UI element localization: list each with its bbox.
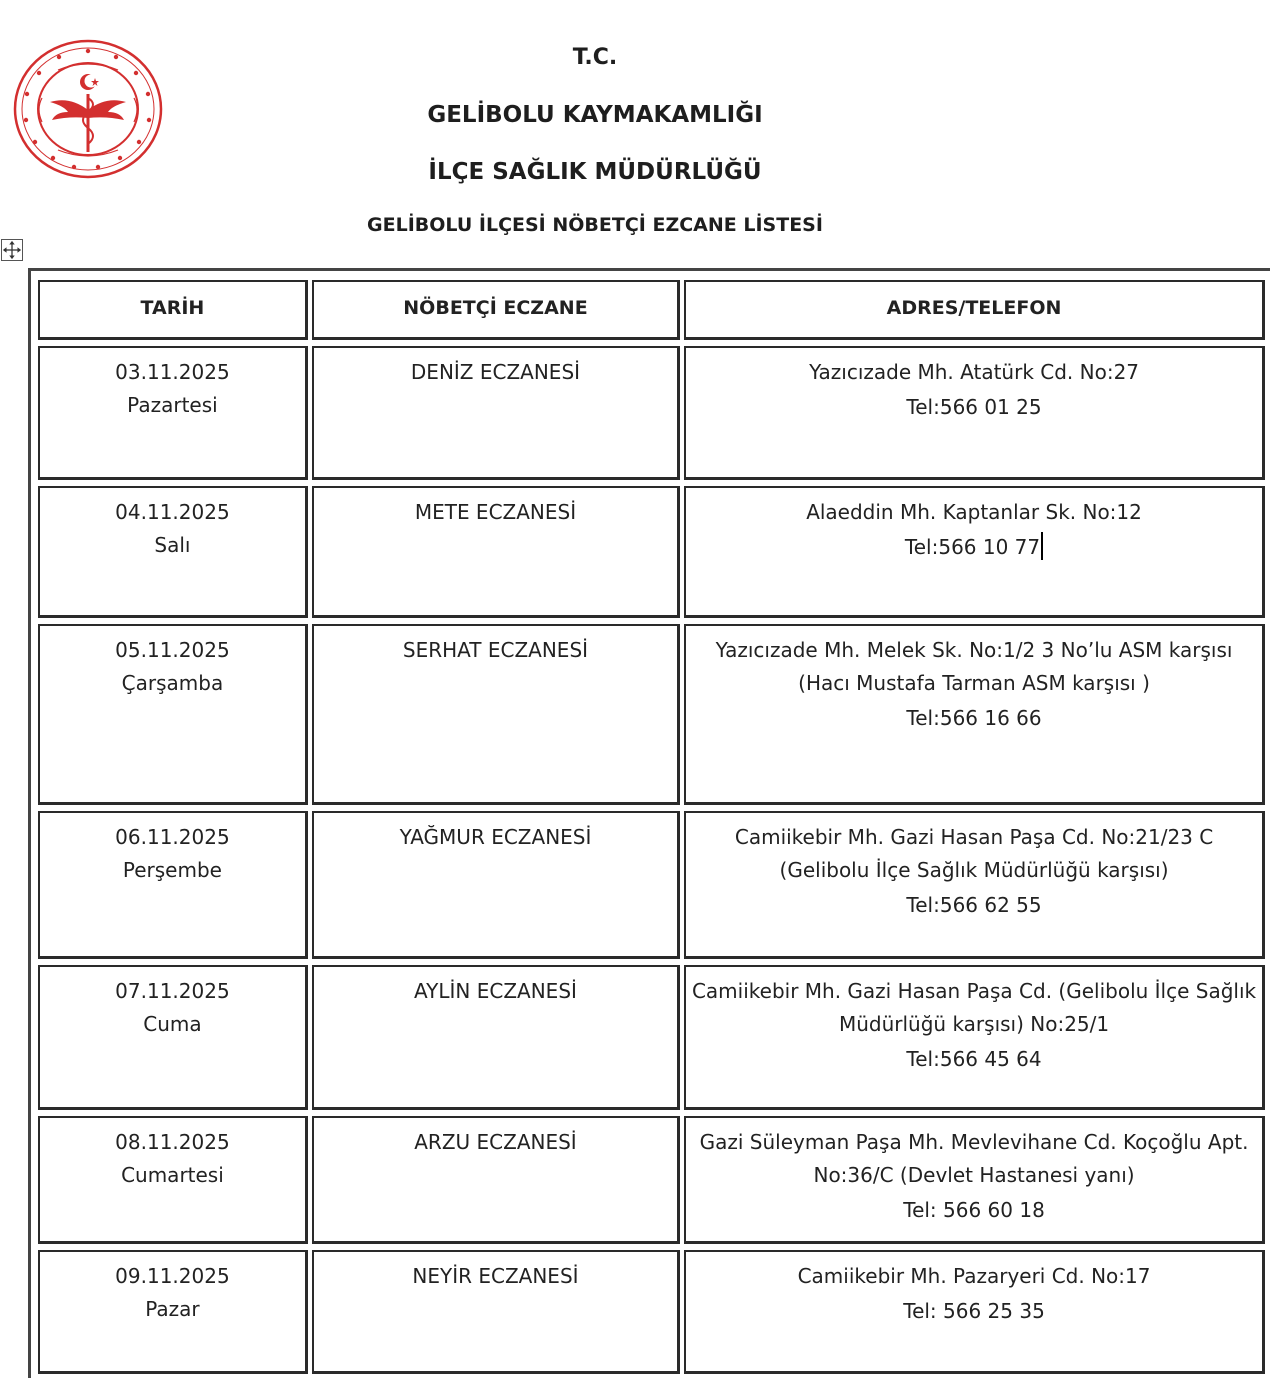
header-tc: T.C. bbox=[572, 45, 618, 70]
date-value: 09.11.2025 bbox=[115, 1264, 230, 1288]
address-value: Alaeddin Mh. Kaptanlar Sk. No:12 bbox=[806, 500, 1142, 524]
text-cursor bbox=[1041, 532, 1043, 560]
phone-value: Tel:566 62 55 bbox=[906, 893, 1042, 917]
phone-value: Tel:566 01 25 bbox=[906, 395, 1042, 419]
phone-value: Tel: 566 25 35 bbox=[903, 1299, 1045, 1323]
date-value: 06.11.2025 bbox=[115, 825, 230, 849]
date-cell bbox=[38, 1116, 308, 1244]
column-header-address: ADRES/TELEFON bbox=[684, 280, 1265, 340]
table-header-row bbox=[38, 280, 1265, 340]
pharmacy-cell: NEYİR ECZANESİ bbox=[312, 1250, 680, 1374]
pharmacy-cell: DENİZ ECZANESİ bbox=[312, 346, 680, 480]
date-value: 07.11.2025 bbox=[115, 979, 230, 1003]
pharmacy-cell: SERHAT ECZANESİ bbox=[312, 624, 680, 805]
table-row bbox=[38, 624, 1265, 805]
date-cell bbox=[38, 346, 308, 480]
table-row bbox=[38, 1116, 1265, 1244]
phone-value bbox=[690, 531, 1258, 564]
date-cell bbox=[38, 965, 308, 1110]
date-cell bbox=[38, 1250, 308, 1374]
date-value: 04.11.2025 bbox=[115, 500, 230, 524]
header-mudurluk: İLÇE SAĞLIK MÜDÜRLÜĞÜ bbox=[428, 159, 762, 185]
day-value: Cumartesi bbox=[121, 1163, 224, 1187]
table-row bbox=[38, 811, 1265, 959]
day-value: Pazar bbox=[145, 1297, 200, 1321]
day-value: Çarşamba bbox=[121, 671, 224, 695]
table-row bbox=[38, 965, 1265, 1110]
address-value: Camiikebir Mh. Gazi Hasan Paşa Cd. (Gelibolu İlçe Sağlık Müdürlüğü karşısı) No:25/1 bbox=[691, 979, 1257, 1036]
address-cell bbox=[684, 346, 1265, 480]
address-value: Gazi Süleyman Paşa Mh. Mevlevihane Cd. Koçoğlu Apt. No:36/C (Devlet Hastanesi yanı) bbox=[699, 1130, 1249, 1187]
day-value: Salı bbox=[154, 533, 191, 557]
date-cell bbox=[38, 624, 308, 805]
table-move-handle-icon[interactable] bbox=[1, 239, 23, 261]
phone-text: Tel:566 10 77 bbox=[904, 535, 1041, 559]
column-header-pharmacy: NÖBETÇİ ECZANE bbox=[312, 280, 680, 340]
date-cell bbox=[38, 486, 308, 618]
address-value: Camiikebir Mh. Pazaryeri Cd. No:17 bbox=[797, 1264, 1151, 1288]
pharmacy-cell: AYLİN ECZANESİ bbox=[312, 965, 680, 1110]
table-row bbox=[38, 1250, 1265, 1374]
address-cell bbox=[684, 1116, 1265, 1244]
phone-value: Tel: 566 60 18 bbox=[903, 1198, 1045, 1222]
duty-pharmacy-table bbox=[34, 274, 1269, 1380]
address-cell bbox=[684, 965, 1265, 1110]
day-value: Perşembe bbox=[122, 858, 222, 882]
address-cell[interactable] bbox=[684, 486, 1265, 618]
address-value: Yazıcızade Mh. Melek Sk. No:1/2 3 No’lu ASM karşısı (Hacı Mustafa Tarman ASM karşısı ) bbox=[715, 638, 1233, 695]
phone-value: Tel:566 16 66 bbox=[906, 706, 1042, 730]
header-kaymakamlik: GELİBOLU KAYMAKAMLIĞI bbox=[427, 102, 763, 128]
date-value: 03.11.2025 bbox=[115, 360, 230, 384]
column-header-date: TARİH bbox=[38, 280, 308, 340]
table-row bbox=[38, 486, 1265, 618]
address-cell bbox=[684, 1250, 1265, 1374]
date-value: 08.11.2025 bbox=[115, 1130, 230, 1154]
duty-table-container bbox=[28, 268, 1270, 1378]
table-row bbox=[38, 346, 1265, 480]
day-value: Cuma bbox=[143, 1012, 202, 1036]
list-title: GELİBOLU İLÇESİ NÖBETÇİ EZCANE LİSTESİ bbox=[367, 214, 823, 236]
day-value: Pazartesi bbox=[127, 393, 218, 417]
address-cell bbox=[684, 811, 1265, 959]
pharmacy-cell: YAĞMUR ECZANESİ bbox=[312, 811, 680, 959]
address-value: Camiikebir Mh. Gazi Hasan Paşa Cd. No:21/23 C (Gelibolu İlçe Sağlık Müdürlüğü karşısı) bbox=[734, 825, 1214, 882]
pharmacy-cell: METE ECZANESİ bbox=[312, 486, 680, 618]
pharmacy-cell: ARZU ECZANESİ bbox=[312, 1116, 680, 1244]
date-cell bbox=[38, 811, 308, 959]
address-cell bbox=[684, 624, 1265, 805]
phone-value: Tel:566 45 64 bbox=[906, 1047, 1042, 1071]
address-value: Yazıcızade Mh. Atatürk Cd. No:27 bbox=[809, 360, 1140, 384]
date-value: 05.11.2025 bbox=[115, 638, 230, 662]
